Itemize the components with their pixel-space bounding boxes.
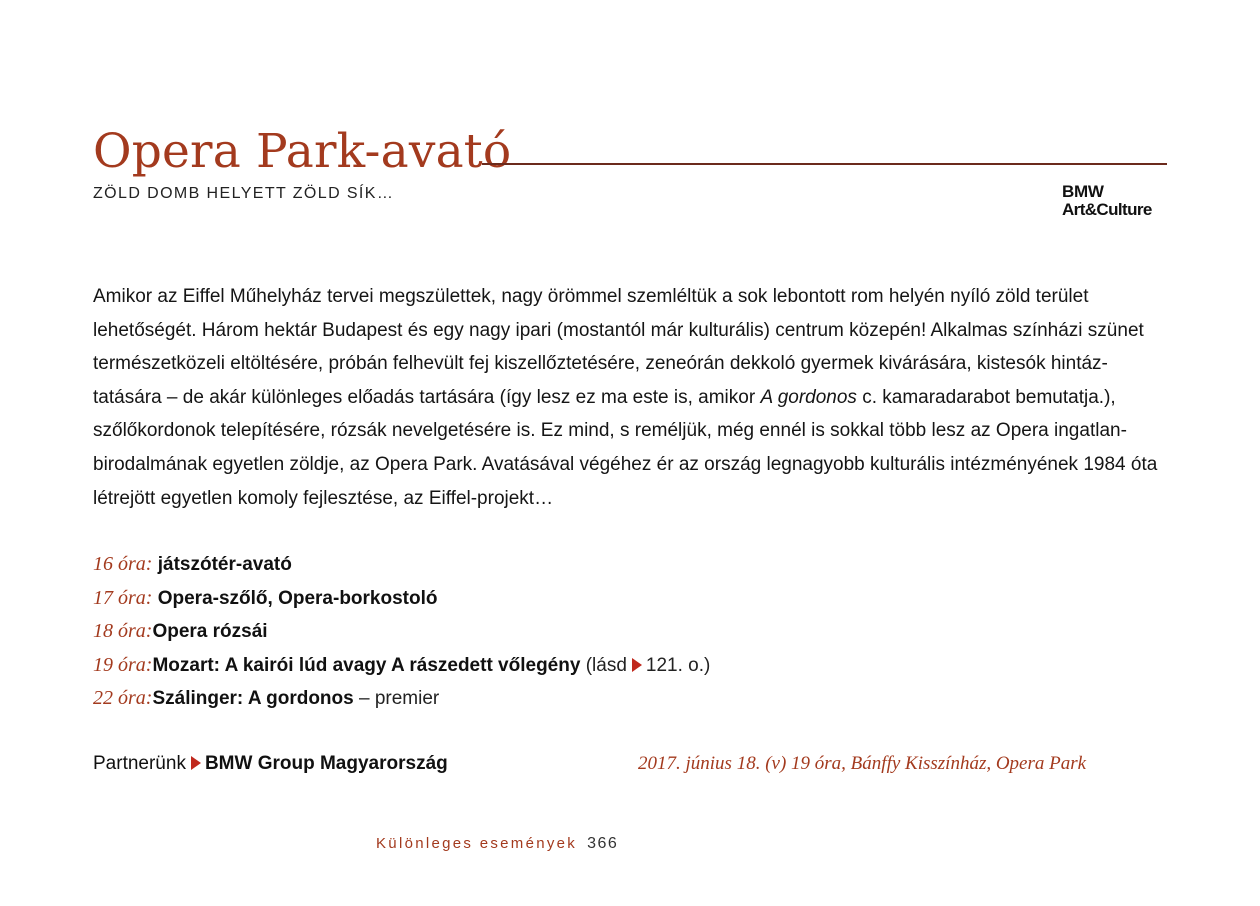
- schedule-time: 22 óra:: [93, 687, 153, 710]
- schedule-event: Szálinger: A gordonos: [152, 688, 354, 710]
- intro-line-text: tatására – de akár különleges előadás tartására (így lesz ez ma este is, amikor: [93, 386, 761, 408]
- schedule-note: – premier: [353, 688, 440, 710]
- logo-line-1: BMW: [1062, 182, 1104, 201]
- intro-line: birodalmának egyetlen zöldje, az Opera Park. Avatásával végéhez ér az ország legnagyobb kulturális intézményének 1984 óta: [93, 453, 1158, 475]
- schedule-list: [93, 548, 993, 716]
- schedule-item: [93, 649, 993, 683]
- intro-line: szőlőkordonok telepítésére, rózsák nevelgetésére is. Ez mind, s reméljük, még ennél is sokkal több lesz az Opera ingatlan-: [93, 420, 1127, 442]
- schedule-time: 17 óra:: [93, 586, 153, 609]
- schedule-item: [93, 582, 993, 616]
- schedule-item: [93, 682, 993, 716]
- page-reference: 121. o.): [645, 654, 711, 676]
- page-footer: [376, 835, 618, 853]
- intro-line: [93, 381, 1173, 415]
- partner-line: [93, 750, 448, 778]
- intro-paragraph: [93, 280, 1173, 515]
- footer-section: Különleges események: [376, 835, 578, 852]
- schedule-event: játszótér-avató: [157, 554, 292, 575]
- partner-label: Partnerünk: [93, 753, 186, 774]
- schedule-item: [93, 615, 993, 649]
- intro-line-text: c. kamaradarabot bemutatja.),: [856, 386, 1116, 408]
- event-date-venue: 2017. június 18. (v) 19 óra, Bánffy Kisszínház, Opera Park: [638, 753, 1087, 774]
- schedule-note: (lásd: [580, 654, 627, 676]
- page-number: 366: [587, 835, 619, 852]
- logo-line-2: Art&Culture: [1062, 200, 1152, 219]
- bmw-art-culture-logo: [1062, 183, 1172, 219]
- schedule-time: 18 óra:: [93, 620, 153, 643]
- play-title-italic: A gordonos: [760, 386, 857, 408]
- schedule-time: 19 óra:: [93, 653, 153, 676]
- title-divider: [482, 163, 1167, 165]
- schedule-time: 16 óra:: [93, 553, 153, 575]
- partner-name: BMW Group Magyarország: [204, 753, 448, 774]
- intro-line: létrejött egyetlen komoly fejlesztése, az Eiffel-projekt…: [93, 487, 554, 509]
- schedule-event: Opera rózsái: [152, 621, 268, 643]
- triangle-arrow-icon: [632, 658, 642, 672]
- schedule-event: Opera-szőlő, Opera-borkostoló: [157, 587, 438, 609]
- schedule-item: [93, 548, 993, 582]
- intro-line: természetközeli eltöltésére, próbán felhevült fej kiszellőztetésére, zeneórán dekkoló gyermek kivárására, kistesók hintáz-: [93, 353, 1108, 375]
- intro-line: Amikor az Eiffel Műhelyház tervei megszülettek, nagy örömmel szemléltük a sok lebontott rom helyén nyíló zöld terület: [93, 286, 1089, 307]
- intro-line: lehetőségét. Három hektár Budapest és egy nagy ipari (mostantól már kulturális) centrum közepén! Alkalmas színházi szünet: [93, 319, 1144, 341]
- triangle-arrow-icon: [191, 756, 201, 770]
- page-title: Opera Park-avató: [93, 124, 512, 179]
- page-subtitle: ZÖLD DOMB HELYETT ZÖLD SÍK…: [93, 185, 395, 202]
- schedule-event: Mozart: A kairói lúd avagy A rászedett vőlegény: [152, 654, 581, 676]
